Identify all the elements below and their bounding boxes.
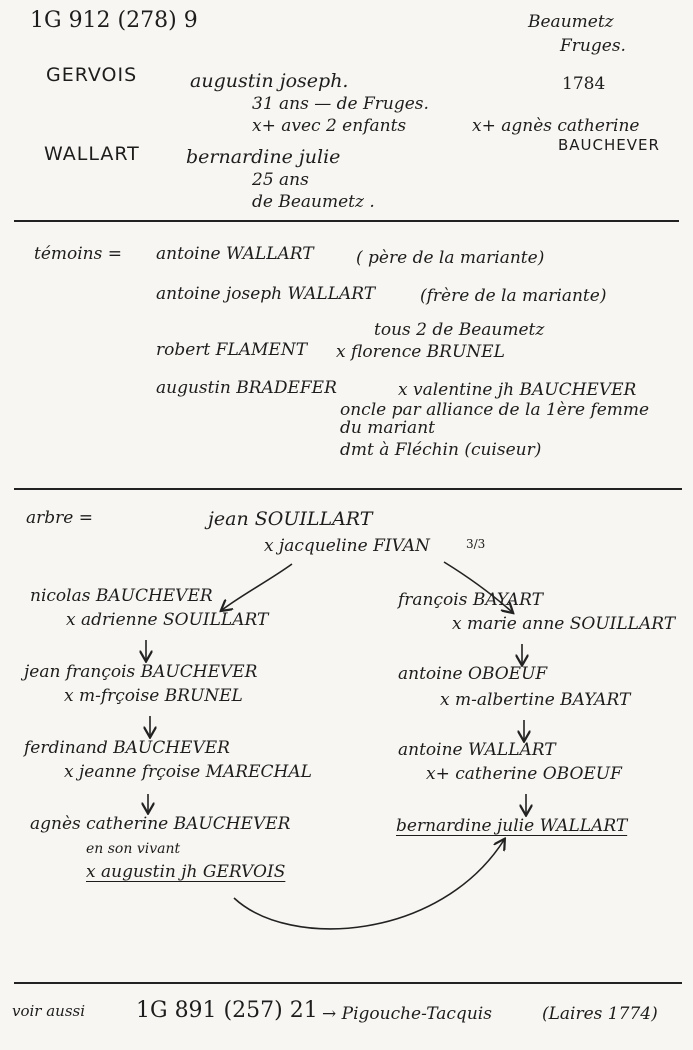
witness-3-spouse: x florence BRUNEL [336, 342, 505, 362]
witness-1-note: ( père de la mariante) [356, 248, 545, 268]
previous-spouse-given: x+ agnès catherine [472, 116, 640, 136]
tree-label: arbre = [26, 508, 93, 528]
footer-label: voir aussi [12, 1002, 86, 1020]
right-gen3-spouse: x+ catherine OBOEUF [426, 764, 622, 784]
bride-age: 25 ans [252, 170, 309, 190]
right-gen3-name: antoine WALLART [398, 740, 556, 760]
place-line-2: Fruges. [560, 36, 626, 56]
witness-2-name: antoine joseph WALLART [156, 284, 376, 304]
witnesses-both-note: tous 2 de Beaumetz [374, 320, 545, 340]
left-final-spouse: x augustin jh GERVOIS [86, 862, 286, 882]
tree-root-mark: 3/3 [466, 537, 486, 551]
record-year: 1784 [562, 74, 606, 94]
bride-origin: de Beaumetz . [252, 192, 375, 212]
document-reference: 1G 912 (278) 9 [30, 8, 198, 33]
groom-given-name: augustin joseph. [190, 70, 349, 92]
previous-spouse-surname: BAUCHEVER [558, 136, 660, 154]
left-gen3-name: ferdinand BAUCHEVER [24, 738, 230, 758]
bride-given-name: bernardine julie [186, 146, 341, 168]
witness-2-note: (frère de la mariante) [420, 286, 607, 306]
left-gen1-spouse: x adrienne SOUILLART [66, 610, 269, 630]
witness-1-name: antoine WALLART [156, 244, 314, 264]
groom-status: x+ avec 2 enfants [252, 116, 407, 136]
arrow-root-to-left [222, 564, 292, 610]
witness-4-spouse: x valentine jh BAUCHEVER [398, 380, 637, 400]
right-final-name: bernardine julie WALLART [396, 816, 628, 836]
tree-root-spouse: x jacqueline FIVAN [264, 536, 430, 556]
witness-4-residence: dmt à Fléchin (cuiseur) [340, 440, 542, 460]
footer-reference: 1G 891 (257) 21 [136, 998, 318, 1023]
witness-4-relation: oncle par alliance de la 1ère femme [340, 400, 650, 420]
section-divider-2 [14, 488, 682, 490]
right-gen1-spouse: x marie anne SOUILLART [452, 614, 676, 634]
left-gen4-note: en son vivant [86, 841, 181, 857]
left-gen1-name: nicolas BAUCHEVER [30, 586, 213, 606]
groom-age-origin: 31 ans — de Fruges. [252, 94, 429, 114]
witness-4-relation-2: du mariant [340, 418, 435, 438]
left-gen2-name: jean françois BAUCHEVER [24, 662, 258, 682]
tree-root-name: jean SOUILLART [208, 508, 373, 530]
groom-surname: GERVOIS [46, 64, 138, 86]
right-gen2-name: antoine OBOEUF [398, 664, 548, 684]
witness-4-name: augustin BRADEFER [156, 378, 337, 398]
witness-3-name: robert FLAMENT [156, 340, 308, 360]
footer-note: (Laires 1774) [542, 1004, 658, 1024]
right-gen1-name: françois BAYART [398, 590, 543, 610]
footer-target: → Pigouche-Tacquis [322, 1004, 492, 1024]
right-gen2-spouse: x m-albertine BAYART [440, 690, 631, 710]
left-gen3-spouse: x jeanne frçoise MARECHAL [64, 762, 312, 782]
section-divider-1 [14, 220, 679, 222]
place-line-1: Beaumetz [528, 12, 614, 32]
arrow-marriage-loop [234, 840, 504, 929]
left-gen4-name: agnès catherine BAUCHEVER [30, 814, 291, 834]
bride-surname: WALLART [44, 143, 140, 165]
witnesses-label: témoins = [34, 244, 123, 264]
section-divider-3 [14, 982, 682, 984]
left-gen2-spouse: x m-frçoise BRUNEL [64, 686, 243, 706]
